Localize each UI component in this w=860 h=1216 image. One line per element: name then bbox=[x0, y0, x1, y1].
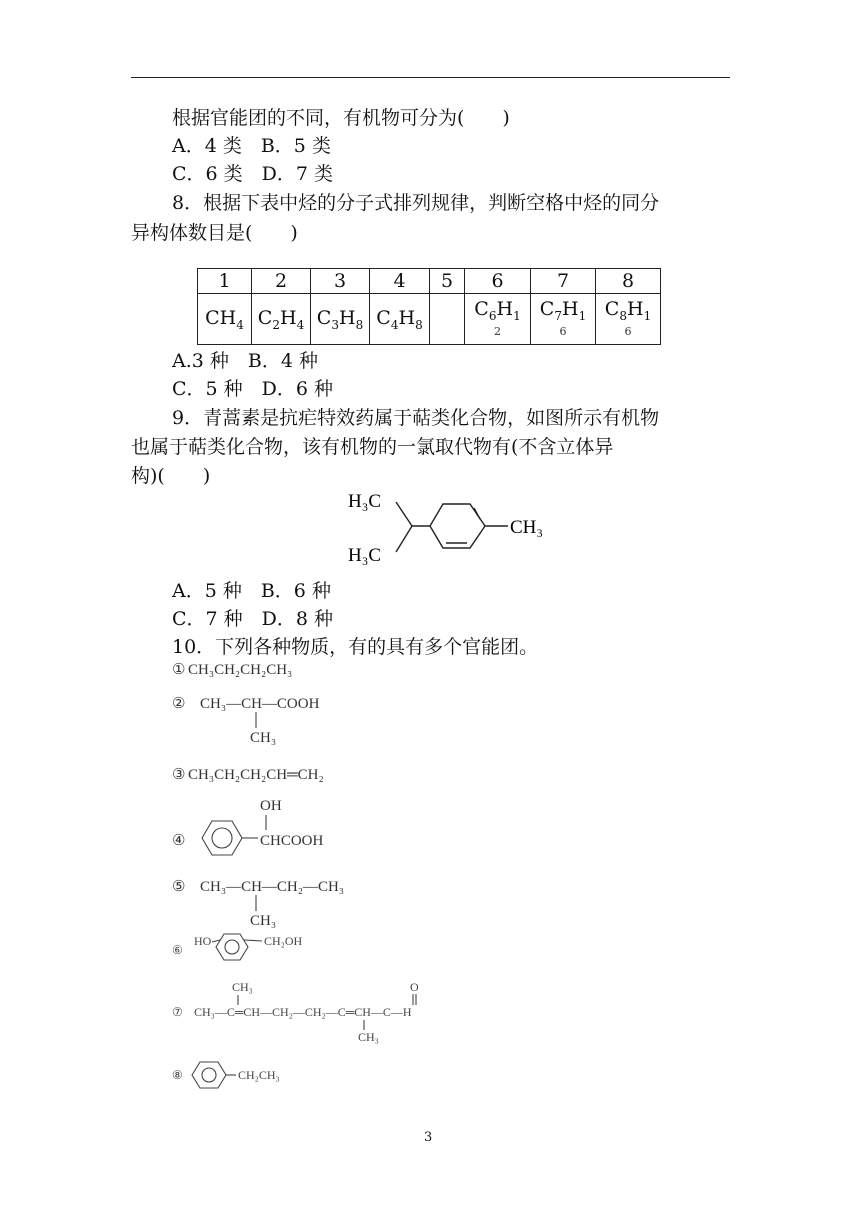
formula-cell: $C_6H_1$ 2 bbox=[465, 294, 531, 345]
table-header-cell: 5 bbox=[430, 269, 465, 294]
formula-cell: $C_3H_8$ bbox=[311, 294, 370, 345]
q9-stem-line3: 构)( ) bbox=[131, 465, 211, 487]
q9-options-cd: C．7 种 D．8 种 bbox=[172, 608, 334, 630]
hydrocarbon-table bbox=[197, 268, 661, 345]
q9-stem-line1: 9．青蒿素是抗疟特效药属于萜类化合物，如图所示有机物 bbox=[172, 407, 660, 429]
formula-cell: $C_7H_1$ 6 bbox=[531, 294, 596, 345]
q9-options-ab: A．5 种 B．6 种 bbox=[172, 580, 331, 602]
compound-7-formula: CH₃—C═CH—CH₂—CH₂—C═CH—C—H bbox=[194, 1005, 412, 1019]
compound-5-formula: CH₃—CH—CH₂—CH₃ bbox=[200, 879, 345, 895]
q8-options-cd: C．5 种 D．6 种 bbox=[172, 378, 334, 400]
table-header-cell: 2 bbox=[252, 269, 311, 294]
table-header-cell: 7 bbox=[531, 269, 596, 294]
q10-stem: 10．下列各种物质，有的具有多个官能团。 bbox=[172, 636, 539, 658]
compound-4-oh: OH bbox=[260, 798, 282, 814]
q8-options-ab: A.3 种 B．4 种 bbox=[172, 350, 318, 372]
table-header-cell: 4 bbox=[370, 269, 430, 294]
compound-number: ① bbox=[172, 662, 186, 678]
compound-number: ⑥ bbox=[172, 943, 183, 957]
q8-stem-line1: 8．根据下表中烃的分子式排列规律，判断空格中烃的同分 bbox=[172, 192, 660, 214]
q7-stem: 根据官能团的不同，有机物可分为( ) bbox=[172, 107, 510, 129]
structure-label: H₃C bbox=[348, 491, 382, 512]
compound-4-formula: CHCOOH bbox=[260, 833, 324, 849]
compound-5-branch: CH₃ bbox=[250, 913, 277, 929]
compound-2-formula: CH₃—CH—COOH bbox=[200, 696, 320, 712]
structure-label: CH₃ bbox=[510, 517, 544, 538]
q7-options-ab: A．4 类 B．5 类 bbox=[172, 135, 331, 157]
table-header-cell: 3 bbox=[311, 269, 370, 294]
q8-stem-line2: 异构体数目是( ) bbox=[131, 222, 298, 244]
table-header-cell: 6 bbox=[465, 269, 531, 294]
compound-6-right: CH₂OH bbox=[264, 934, 303, 948]
compound-7-top-branch: CH₃ bbox=[232, 980, 253, 994]
formula-cell: $C_4H_8$ bbox=[370, 294, 430, 345]
compound-8-right: CH₂CH₃ bbox=[238, 1068, 280, 1082]
structure-label: H₃C bbox=[348, 545, 382, 566]
compound-7-bottom-branch: CH₃ bbox=[358, 1030, 379, 1044]
q10-compounds bbox=[172, 655, 472, 1095]
formula-cell: $CH_4$ bbox=[198, 294, 252, 345]
compound-1-formula: CH₃CH₂CH₂CH₃ bbox=[188, 662, 293, 678]
compound-number: ② bbox=[172, 696, 186, 712]
q7-options-cd: C．6 类 D．7 类 bbox=[172, 163, 334, 185]
compound-3-formula: CH₃CH₂CH₂CH═CH₂ bbox=[188, 767, 324, 783]
compound-7-oxygen: O bbox=[410, 980, 419, 994]
formula-cell: $C_8H_1$ 6 bbox=[596, 294, 661, 345]
table-header-cell: 8 bbox=[596, 269, 661, 294]
compound-number: ⑦ bbox=[172, 1005, 183, 1019]
table-header-cell: 1 bbox=[198, 269, 252, 294]
compound-number: ④ bbox=[172, 833, 186, 849]
compound-number: ⑧ bbox=[172, 1068, 183, 1082]
q9-structure-diagram bbox=[340, 486, 570, 570]
page-number: 3 bbox=[424, 1130, 433, 1145]
formula-cell-blank bbox=[430, 294, 465, 345]
compound-2-branch: CH₃ bbox=[250, 730, 277, 746]
compound-number: ⑤ bbox=[172, 879, 186, 895]
formula-cell: $C_2H_4$ bbox=[252, 294, 311, 345]
q9-stem-line2: 也属于萜类化合物，该有机物的一氯取代物有(不含立体异 bbox=[131, 436, 614, 458]
compound-number: ③ bbox=[172, 767, 186, 783]
header-rule bbox=[131, 77, 730, 78]
compound-6-left: HO bbox=[194, 934, 212, 948]
